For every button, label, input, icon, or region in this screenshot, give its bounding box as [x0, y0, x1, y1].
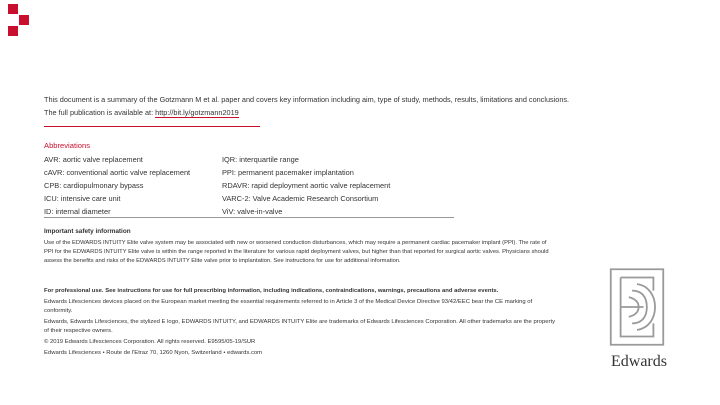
section-divider [44, 217, 454, 218]
summary-text: This document is a summary of the Gotzmann M et al. paper and covers key information including aim, type of study, methods, results, limitations and conclusions. [44, 95, 570, 104]
legal-section [44, 287, 556, 360]
abbreviations-list [44, 154, 444, 218]
trademark-text: Edwards, Edwards Lifesciences, the stylized E logo, EDWARDS INTUITY, and EDWARDS INTUITY Elite are trademarks of Edwards Lifesciences Corporation. All other trademarks are the property of their respective owners. [44, 319, 556, 334]
red-squares-logo-icon [8, 4, 48, 44]
abbreviation-item: ICU: intensive care unit [44, 194, 121, 204]
copyright-text: © 2019 Edwards Lifesciences Corporation. All rights reserved. E9595/05-19/SUR [44, 339, 256, 345]
abbreviation-item: RDAVR: rapid deployment aortic valve replacement [222, 181, 391, 191]
professional-use-text: For professional use. See instructions for use for full prescribing information, including indications, contraindications, warnings, precautions and adverse events. [44, 288, 499, 294]
abbreviation-item: PPI: permanent pacemaker implantation [222, 168, 354, 178]
address-text: Edwards Lifesciences • Route de l'Etraz 70, 1260 Nyon, Switzerland • edwards.com [44, 350, 263, 356]
edwards-brand-name: Edwards [611, 353, 667, 370]
abbreviations-title: Abbreviations [44, 141, 91, 150]
safety-text: Use of the EDWARDS INTUITY Elite valve system may be associated with new or worsened conduction disturbances, which may require a permanent cardiac pacemaker implant (PPI). The rate of PPI for the EDWARDS INTUITY Elite valve is within the range reported in the literature for various rapid deployment valves, but higher than that reported for surgical aortic valves. Physicians should assess the benefits and risks of the EDWARDS INTUITY Elite valve prior to implantation. See instructions for use for additional information. [44, 240, 549, 264]
abbreviation-item: VARC-2: Valve Academic Research Consortium [222, 194, 379, 204]
abbreviation-item: ID: internal diameter [44, 207, 111, 217]
abbreviation-item: AVR: aortic valve replacement [44, 155, 143, 164]
abbreviation-item: ViV: valve-in-valve [222, 207, 283, 217]
publication-prefix: The full publication is available at: [44, 107, 156, 117]
intro-section [44, 95, 584, 118]
red-divider [44, 126, 260, 127]
publication-link[interactable]: http://bit.ly/gotzmann2019 [155, 107, 239, 117]
abbreviation-item: cAVR: conventional aortic valve replacement [44, 168, 191, 178]
logo-square [19, 15, 29, 25]
logo-square [8, 26, 18, 36]
safety-section [44, 228, 554, 266]
logo-square [8, 4, 18, 14]
abbreviation-item: CPB: cardiopulmonary bypass [44, 181, 144, 191]
safety-heading: Important safety information [44, 228, 131, 235]
edwards-stylized-e-logo-icon [596, 266, 678, 348]
publication-line [44, 108, 584, 119]
ce-marking-text: Edwards Lifesciences devices placed on the European market meeting the essential requirements referred to in Article 3 of the Medical Device Directive 93/42/EEC bear the CE marking of conformity. [44, 299, 533, 314]
abbreviation-item: IQR: interquartile range [222, 155, 299, 164]
